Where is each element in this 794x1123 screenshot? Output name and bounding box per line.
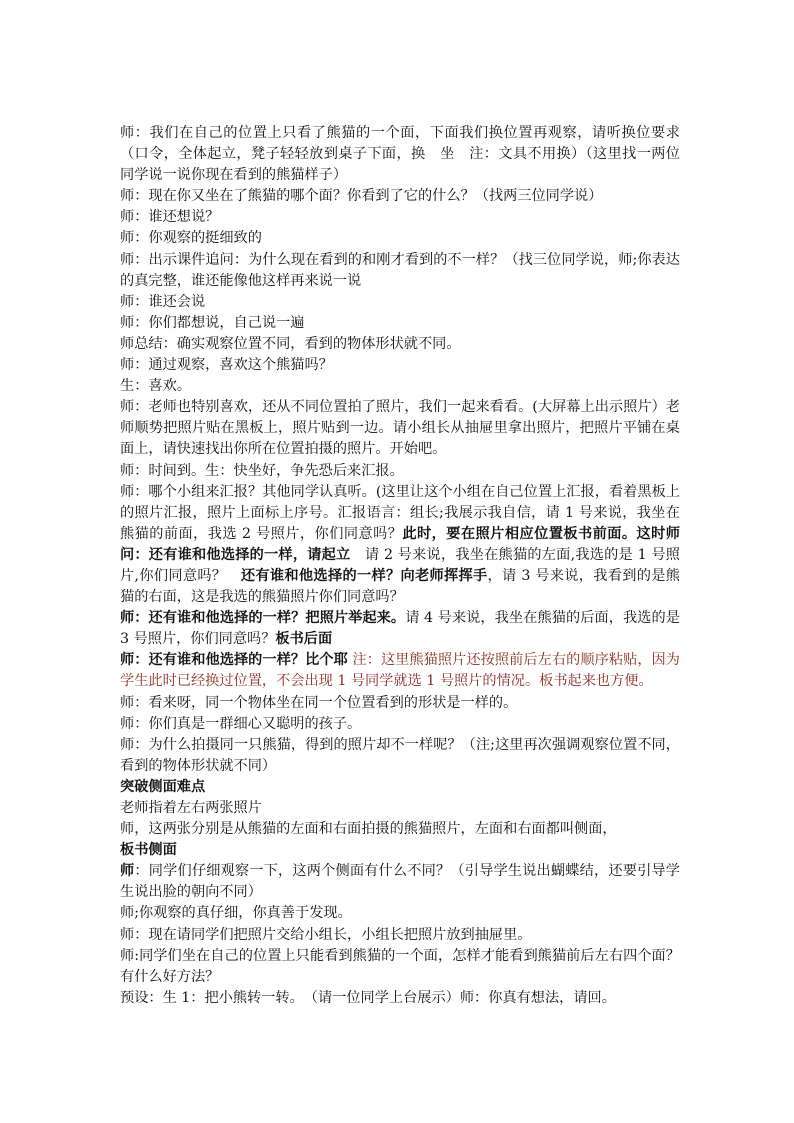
text-run: 请 4 号来说，我坐在熊猫的后面，我选的是 3 号照片，你们同意吗？	[120, 610, 680, 648]
bold-text-run: 师：还有谁和他选择的一样？比个耶	[120, 652, 348, 669]
paragraph: 师：看来呀，同一个物体坐在同一个位置看到的形状是一样的。	[120, 694, 518, 711]
bold-text-run: 此时，要在照片相应位置板书前面。这时师问：还有谁和他选择的一样，请起立	[120, 525, 680, 563]
bold-text-run: 还有谁和他选择的一样？向老师挥挥手	[226, 567, 488, 584]
text-run: 请 2 号来说，我坐在熊猫的左面,我选的是 1 号照片,你们同意吗？	[120, 546, 680, 584]
paragraph: 师;你观察的真仔细，你真善于发现。	[120, 905, 352, 922]
paragraph: 师：谁还想说？	[120, 209, 220, 226]
paragraph: 板书侧面	[120, 842, 177, 859]
text-run: 师：哪个小组来汇报？其他同学认真听。(这里让这个小组在自己位置上汇报，看着黑板上的照片汇报，照片上面标上序号。汇报语言：组长;我展示我自信，请 1 号来说，我坐在熊猫的前面，我选 2 号照片，你们同意吗？	[120, 483, 680, 542]
document-body	[120, 123, 680, 1009]
paragraph: 师：为什么拍摄同一只熊猫，得到的照片却不一样呢？（注;这里再次强调观察位置不同，看到的物体形状就不同）	[120, 736, 680, 774]
paragraph	[120, 650, 680, 692]
paragraph: 师：通过观察，喜欢这个熊猫吗？	[120, 357, 333, 374]
paragraph: 师：现在你又坐在了熊猫的哪个面？你看到了它的什么？（找两三位同学说）	[120, 188, 603, 205]
paragraph: 师:同学们坐在自己的位置上只能看到熊猫的一个面，怎样才能看到熊猫前后左右四个面？有什么好方法？	[120, 947, 680, 985]
paragraph: 生：喜欢。	[120, 378, 191, 395]
paragraph: 师总结：确实观察位置不同，看到的物体形状就不同。	[120, 335, 461, 352]
paragraph: 师：出示课件追问：为什么现在看到的和刚才看到的不一样？（找三位同学说，师;你表达的真完整，谁还能像他这样再来说一说	[120, 251, 680, 289]
bold-text-run: 师	[120, 863, 135, 880]
text-run: ，请 3 号来说，我看到的是熊猫的右面，这是我选的熊猫照片你们同意吗？	[120, 567, 680, 606]
paragraph	[120, 608, 680, 650]
note-text-run: 注：这里熊猫照片还按照前后左右的顺序粘贴，因为学生此时已经换过位置，不会出现 1 号同学就选 1 号照片的情况。板书起来也方便。	[120, 652, 680, 690]
paragraph	[120, 861, 680, 903]
paragraph: 师：你们真是一群细心又聪明的孩子。	[120, 715, 362, 732]
bold-text-run: 师：还有谁和他选择的一样？把照片举起来。	[120, 610, 406, 627]
paragraph: 师，这两张分别是从熊猫的左面和右面拍摄的熊猫照片，左面和右面都叫侧面，	[120, 821, 617, 838]
paragraph: 师：谁还会说	[120, 293, 206, 310]
section-heading: 突破侧面难点	[120, 778, 206, 795]
paragraph: 师：你观察的挺细致的	[120, 230, 262, 247]
paragraph: 预设：生 1：把小熊转一转。 （请一位同学上台展示）师：你真有想法，请回。	[120, 989, 616, 1006]
paragraph: 师：老师也特别喜欢，还从不同位置拍了照片，我们一起来看看。(大屏幕上出示照片）老师顺势把照片贴在黑板上，照片贴到一边。请小组长从抽屉里拿出照片，把照片平铺在桌面上，请快速找出你所在位置拍摄的照片。开始吧。	[120, 399, 680, 458]
paragraph: 师：现在请同学们把照片交给小组长，小组长把照片放到抽屉里。	[120, 926, 532, 943]
text-run: ：同学们仔细观察一下，这两个侧面有什么不同？（引导学生说出蝴蝶结，还要引导学生说出脸的朝向不同）	[120, 863, 680, 901]
paragraph	[120, 482, 680, 609]
paragraph: 老师指着左右两张照片	[120, 800, 262, 816]
bold-text-run: 板书后面	[275, 631, 333, 648]
paragraph: 师：你们都想说，自己说一遍	[120, 314, 305, 331]
paragraph: 师：我们在自己的位置上只看了熊猫的一个面，下面我们换位置再观察，请听换位要求（口令，全体起立，凳子轻轻放到桌子下面，换 坐 注：文具不用换）（这里找一两位同学说一说你现在看到的熊猫样子）	[120, 125, 680, 184]
paragraph: 师：时间到。生：快坐好，争先恐后来汇报。	[120, 462, 404, 479]
